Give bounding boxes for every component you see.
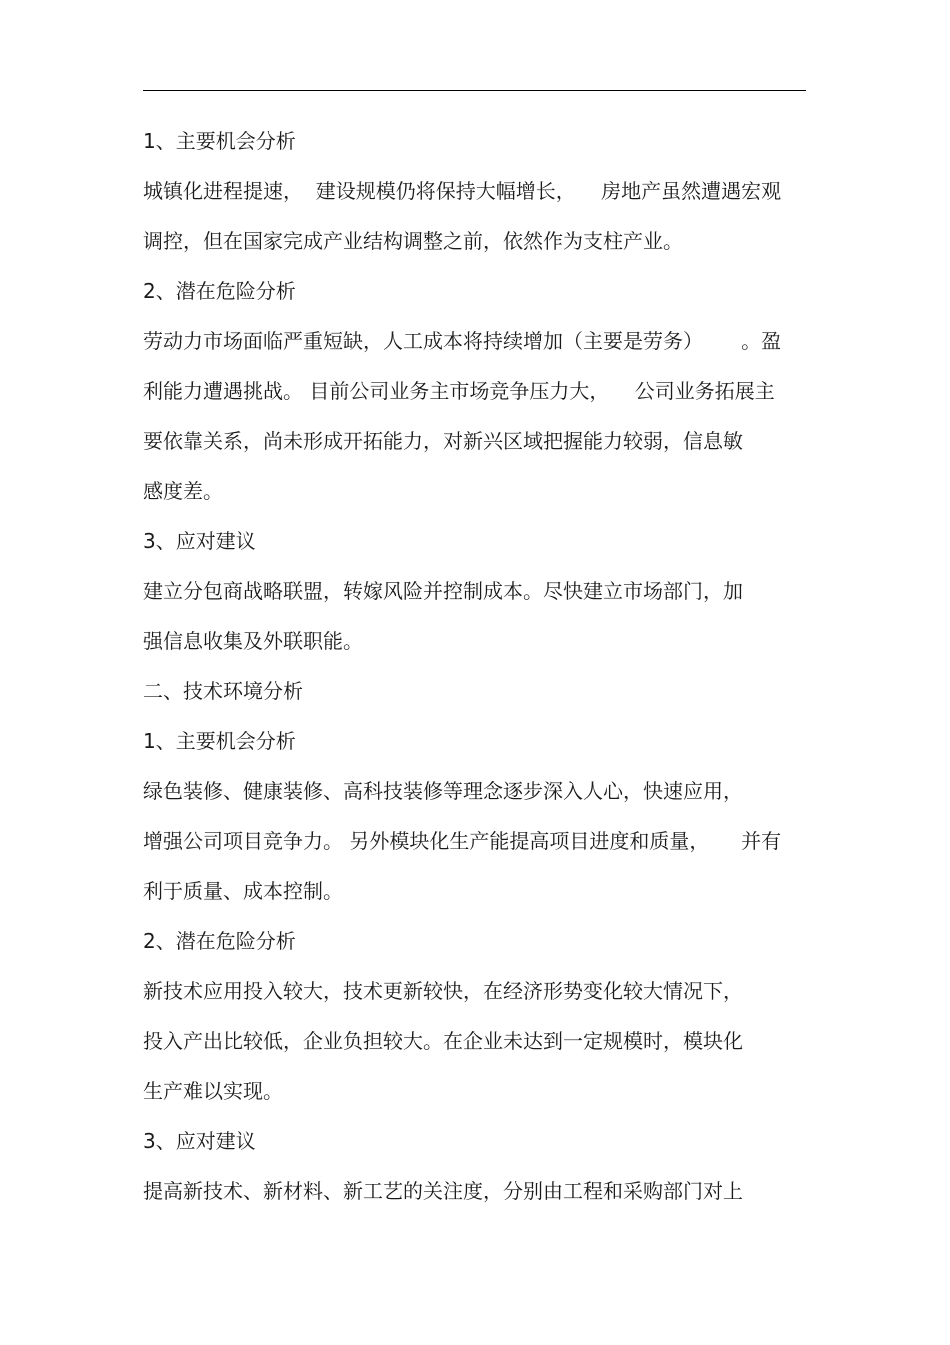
section-heading-opportunity: 1、主要机会分析 xyxy=(143,129,296,153)
paragraph-line: 城镇化进程提速， 建设规模仍将保持大幅增长， 房地产虽然遭遇宏观 xyxy=(143,179,782,203)
paragraph-line: 感度差。 xyxy=(143,479,223,503)
paragraph-line: 利于质量、成本控制。 xyxy=(143,879,343,903)
paragraph-line: 调控，但在国家完成产业结构调整之前，依然作为支柱产业。 xyxy=(143,229,683,253)
paragraph-line: 劳动力市场面临严重短缺，人工成本将持续增加（主要是劳务） 。盈 xyxy=(143,329,782,353)
document-body xyxy=(143,116,813,1216)
header-rule xyxy=(143,90,806,91)
section-heading-advice: 3、应对建议 xyxy=(143,1129,256,1153)
paragraph-line: 提高新技术、新材料、新工艺的关注度，分别由工程和采购部门对上 xyxy=(143,1179,743,1203)
paragraph-line: 投入产出比较低，企业负担较大。在企业未达到一定规模时，模块化 xyxy=(143,1029,743,1053)
section-heading-advice: 3、应对建议 xyxy=(143,529,256,553)
paragraph-line: 增强公司项目竞争力。 另外模块化生产能提高项目进度和质量， 并有 xyxy=(143,829,782,853)
section-heading-opportunity: 1、主要机会分析 xyxy=(143,729,296,753)
paragraph-line: 生产难以实现。 xyxy=(143,1079,283,1103)
chapter-heading-tech: 二、技术环境分析 xyxy=(143,679,303,703)
paragraph-line: 强信息收集及外联职能。 xyxy=(143,629,363,653)
paragraph-line: 利能力遭遇挑战。 目前公司业务主市场竞争压力大， 公司业务拓展主 xyxy=(143,379,775,403)
section-heading-risk: 2、潜在危险分析 xyxy=(143,279,296,303)
paragraph-line: 绿色装修、健康装修、高科技装修等理念逐步深入人心，快速应用， xyxy=(143,779,743,803)
section-heading-risk: 2、潜在危险分析 xyxy=(143,929,296,953)
paragraph-line: 新技术应用投入较大，技术更新较快，在经济形势变化较大情况下， xyxy=(143,979,743,1003)
paragraph-line: 建立分包商战略联盟，转嫁风险并控制成本。尽快建立市场部门，加 xyxy=(143,579,743,603)
paragraph-line: 要依靠关系，尚未形成开拓能力，对新兴区域把握能力较弱，信息敏 xyxy=(143,429,743,453)
